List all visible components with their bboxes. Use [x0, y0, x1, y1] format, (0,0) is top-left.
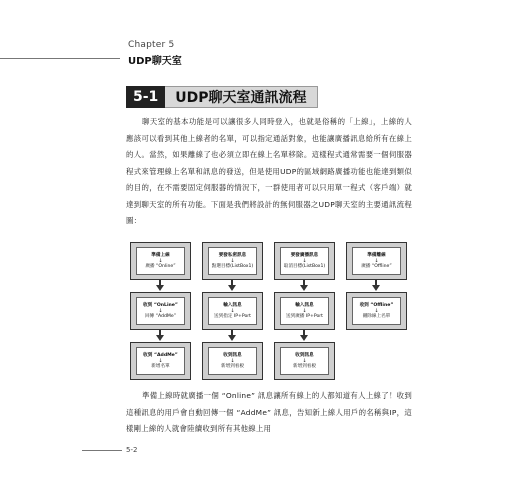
flow-node-top: 準備離線 [367, 252, 386, 258]
down-arrow-icon: ↓ [302, 307, 307, 314]
down-arrow-icon: ↓ [158, 357, 163, 364]
section-title: UDP聊天室通訊流程 [165, 86, 317, 108]
flow-node-bottom: 刪除線上名單 [362, 313, 391, 319]
page-number: 5-2 [126, 446, 138, 454]
connector-arrow-icon [300, 285, 308, 291]
header-rule [0, 58, 120, 59]
flow-node-r2c3 [274, 292, 335, 330]
flow-node-r3c3 [274, 342, 335, 380]
section-number: 5-1 [126, 86, 165, 108]
flow-node-r2c4 [346, 292, 407, 330]
chapter-title: UDP聊天室 [128, 56, 182, 67]
section-heading [126, 86, 318, 108]
flow-node-bottom: 新增名單 [151, 363, 170, 369]
footer-rule [82, 450, 122, 451]
connector-arrow-icon [228, 335, 236, 341]
flow-node-top: 輸入訊息 [223, 302, 242, 308]
flow-node-bottom: 送到廣播 IP+Port [286, 313, 323, 319]
flow-node-bottom: 點選目標(ListBox1) [211, 263, 254, 269]
body-paragraph: 準備上線時就廣播一個 “Online” 訊息讓所有線上的人都知道有人上線了！收到這種訊息的用戶會自動回傳一個 “AddMe” 訊息，告知新上線人用戶的名稱與IP，這樣剛上線的人就會陸續收到所有其他線上用 [126, 391, 412, 433]
down-arrow-icon: ↓ [302, 357, 307, 364]
flow-node-r2c2 [202, 292, 263, 330]
connector-arrow-icon [372, 285, 380, 291]
flow-node-bottom: 廣播 “Online” [145, 263, 176, 269]
flowchart [126, 238, 412, 378]
flow-node-top: 收到訊息 [223, 352, 242, 358]
down-arrow-icon: ↓ [302, 257, 307, 264]
flow-node-top: 要發私密訊息 [218, 252, 247, 258]
flow-node-r3c1 [130, 342, 191, 380]
flow-node-bottom: 回傳 “AddMe” [144, 313, 177, 319]
down-arrow-icon: ↓ [230, 257, 235, 264]
flow-node-r1c1 [130, 242, 191, 280]
connector-arrow-icon [228, 285, 236, 291]
flow-node-bottom: 新增到看板 [293, 363, 316, 369]
chapter-label: Chapter 5 [128, 40, 175, 50]
connector-arrow-icon [300, 335, 308, 341]
flow-node-bottom: 新增到看板 [221, 363, 244, 369]
page-header [0, 40, 520, 70]
connector-arrow-icon [156, 285, 164, 291]
flow-node-r1c4 [346, 242, 407, 280]
flow-node-r1c3 [274, 242, 335, 280]
flow-node-top: 收到 “Offline” [359, 302, 394, 308]
flow-node-r3c2 [202, 342, 263, 380]
flow-node-top: 輸入訊息 [295, 302, 314, 308]
flow-node-top: 收到 “AddMe” [143, 352, 178, 358]
connector-arrow-icon [156, 335, 164, 341]
flow-node-r2c1 [130, 292, 191, 330]
flow-node-bottom: 廣播 “Offline” [361, 263, 392, 269]
down-arrow-icon: ↓ [374, 307, 379, 314]
flow-node-r1c2 [202, 242, 263, 280]
flow-node-bottom: 送到指定 IP+Port [214, 313, 251, 319]
down-arrow-icon: ↓ [158, 257, 163, 264]
down-arrow-icon: ↓ [158, 307, 163, 314]
flow-node-top: 要發廣播訊息 [290, 252, 319, 258]
down-arrow-icon: ↓ [230, 357, 235, 364]
down-arrow-icon: ↓ [230, 307, 235, 314]
flow-node-bottom: 取消目標(ListBox1) [283, 263, 326, 269]
flow-node-top: 準備上線 [151, 252, 170, 258]
down-arrow-icon: ↓ [374, 257, 379, 264]
intro-paragraph: 聊天室的基本功能是可以讓很多人同時登入，也就是俗稱的「上線」，上線的人應該可以看到其他上線者的名單，可以指定通話對象，也能讓廣播訊息給所有在線上的人。當然，如果離線了也必須立即在線上名單移除。這樣程式通常需要一個伺服器程式來管理線上名單和訊息的發送，但是使用UDP的區域網路廣播功能也能達到類似的目的，在不需要固定伺服器的情況下，一群使用者可以只用單一程式（客戶端）就達到聊天室的所有功能。下面是我們將設計的無伺服器之UDP聊天室的主要通訊流程圖： [126, 117, 412, 225]
flow-node-top: 收到訊息 [295, 352, 314, 358]
flow-node-top: 收到 “OnLine” [143, 302, 178, 308]
